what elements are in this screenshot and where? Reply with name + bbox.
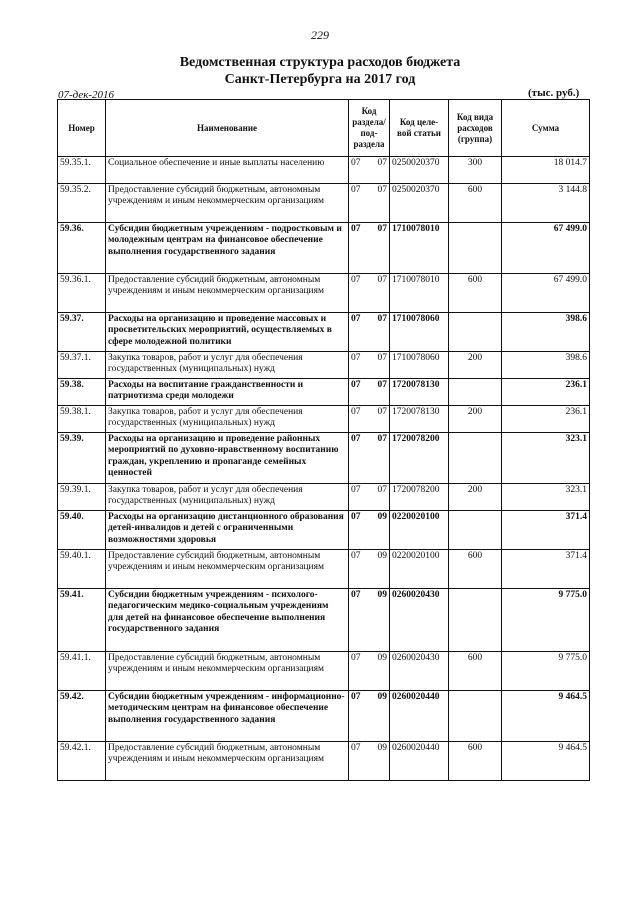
table-row bbox=[58, 379, 590, 406]
header-cs: Код целе- вой статьи bbox=[390, 100, 449, 157]
row-name: Расходы на воспитание гражданственности и патриотизма среди молодежи bbox=[106, 379, 349, 406]
row-razdel bbox=[349, 433, 390, 484]
row-expense-type: 200 bbox=[449, 484, 502, 511]
row-expense-type bbox=[449, 313, 502, 352]
row-number: 59.40. bbox=[58, 511, 106, 550]
table-row bbox=[58, 184, 590, 223]
row-target-code: 0220020100 bbox=[390, 511, 449, 550]
header-vid: Код вида расходов (группа) bbox=[449, 100, 502, 157]
podrazdel-code: 07 bbox=[377, 275, 387, 285]
row-razdel bbox=[349, 691, 390, 742]
razdel-code: 07 bbox=[351, 185, 361, 195]
row-razdel bbox=[349, 406, 390, 433]
document-date: 07-дек-2016 bbox=[58, 89, 115, 101]
podrazdel-code: 07 bbox=[377, 353, 387, 363]
row-expense-type: 300 bbox=[449, 157, 502, 184]
row-target-code: 0250020370 bbox=[390, 184, 449, 223]
podrazdel-code: 07 bbox=[377, 158, 387, 168]
row-razdel bbox=[349, 742, 390, 781]
razdel-code: 07 bbox=[351, 485, 361, 495]
row-expense-type bbox=[449, 223, 502, 274]
row-expense-type bbox=[449, 511, 502, 550]
row-sum: 9 464.5 bbox=[502, 691, 590, 742]
podrazdel-code: 09 bbox=[377, 590, 387, 600]
row-number: 59.38.1. bbox=[58, 406, 106, 433]
header-name: Наименование bbox=[106, 100, 349, 157]
razdel-code: 07 bbox=[351, 275, 361, 285]
row-expense-type: 600 bbox=[449, 274, 502, 313]
razdel-code: 07 bbox=[351, 551, 361, 561]
row-expense-type bbox=[449, 589, 502, 652]
table-row bbox=[58, 157, 590, 184]
row-name: Предоставление субсидий бюджетным, автономным учреждениям и иным некоммерческим организациям bbox=[106, 652, 349, 691]
row-target-code: 0260020430 bbox=[390, 589, 449, 652]
razdel-code: 07 bbox=[351, 653, 361, 663]
row-number: 59.41.1. bbox=[58, 652, 106, 691]
units-label: (тыс. руб.) bbox=[528, 87, 580, 99]
header-num: Номер bbox=[58, 100, 106, 157]
table-row bbox=[58, 433, 590, 484]
podrazdel-code: 07 bbox=[377, 407, 387, 417]
row-name: Предоставление субсидий бюджетным, автономным учреждениям и иным некоммерческим организациям bbox=[106, 742, 349, 781]
razdel-code: 07 bbox=[351, 743, 361, 753]
row-razdel bbox=[349, 184, 390, 223]
row-razdel bbox=[349, 274, 390, 313]
header-razdel: Код раздела/ под- раздела bbox=[349, 100, 390, 157]
podrazdel-code: 09 bbox=[377, 512, 387, 522]
row-name: Закупка товаров, работ и услуг для обеспечения государственных (муниципальных) нужд bbox=[106, 352, 349, 379]
row-target-code: 1720078200 bbox=[390, 484, 449, 511]
row-sum: 323.1 bbox=[502, 484, 590, 511]
row-name: Субсидии бюджетным учреждениям - психолого-педагогическим медико-социальным учреждениям для детей на финансовое обеспечение выполнения государственного задания bbox=[106, 589, 349, 652]
row-sum: 371.4 bbox=[502, 550, 590, 589]
row-target-code: 0220020100 bbox=[390, 550, 449, 589]
razdel-code: 07 bbox=[351, 590, 361, 600]
row-sum: 236.1 bbox=[502, 406, 590, 433]
row-expense-type bbox=[449, 691, 502, 742]
row-number: 59.39. bbox=[58, 433, 106, 484]
podrazdel-code: 07 bbox=[377, 434, 387, 444]
row-name: Расходы на организацию и проведение районных мероприятий по духовно-нравственному воспитанию граждан, укреплению и пропаганде семейных ценностей bbox=[106, 433, 349, 484]
row-sum: 3 144.8 bbox=[502, 184, 590, 223]
row-target-code: 1720078130 bbox=[390, 406, 449, 433]
table-header-row bbox=[58, 100, 590, 157]
razdel-code: 07 bbox=[351, 353, 361, 363]
table-row bbox=[58, 511, 590, 550]
row-razdel bbox=[349, 223, 390, 274]
row-razdel bbox=[349, 352, 390, 379]
row-target-code: 0250020370 bbox=[390, 157, 449, 184]
row-number: 59.41. bbox=[58, 589, 106, 652]
row-sum: 323.1 bbox=[502, 433, 590, 484]
row-target-code: 1710078010 bbox=[390, 223, 449, 274]
row-number: 59.37.1. bbox=[58, 352, 106, 379]
row-name: Предоставление субсидий бюджетным, автономным учреждениям и иным некоммерческим организациям bbox=[106, 184, 349, 223]
razdel-code: 07 bbox=[351, 224, 361, 234]
row-target-code: 0260020440 bbox=[390, 691, 449, 742]
podrazdel-code: 07 bbox=[377, 485, 387, 495]
row-expense-type: 600 bbox=[449, 550, 502, 589]
row-target-code: 0260020430 bbox=[390, 652, 449, 691]
table-row bbox=[58, 274, 590, 313]
row-sum: 398.6 bbox=[502, 313, 590, 352]
table-row bbox=[58, 550, 590, 589]
razdel-code: 07 bbox=[351, 434, 361, 444]
row-number: 59.35.2. bbox=[58, 184, 106, 223]
row-name: Субсидии бюджетным учреждениям - информационно-методическим центрам на финансовое обеспечение выполнения государственного задания bbox=[106, 691, 349, 742]
row-name: Расходы на организацию и проведение массовых и просветительских мероприятий, осуществляемых в сфере молодежной политики bbox=[106, 313, 349, 352]
podrazdel-code: 07 bbox=[377, 185, 387, 195]
podrazdel-code: 09 bbox=[377, 692, 387, 702]
podrazdel-code: 07 bbox=[377, 224, 387, 234]
row-expense-type: 600 bbox=[449, 184, 502, 223]
podrazdel-code: 09 bbox=[377, 743, 387, 753]
row-razdel bbox=[349, 379, 390, 406]
row-expense-type bbox=[449, 379, 502, 406]
page-number: 229 bbox=[311, 28, 329, 42]
row-number: 59.36.1. bbox=[58, 274, 106, 313]
row-number: 59.39.1. bbox=[58, 484, 106, 511]
row-sum: 371.4 bbox=[502, 511, 590, 550]
row-razdel bbox=[349, 589, 390, 652]
row-name: Предоставление субсидий бюджетным, автономным учреждениям и иным некоммерческим организациям bbox=[106, 550, 349, 589]
table-row bbox=[58, 691, 590, 742]
row-name: Расходы на организацию дистанционного образования детей-инвалидов и детей с ограниченными возможностями здоровья bbox=[106, 511, 349, 550]
row-name: Социальное обеспечение и иные выплаты населению bbox=[106, 157, 349, 184]
row-target-code: 1710078060 bbox=[390, 352, 449, 379]
table-row bbox=[58, 223, 590, 274]
podrazdel-code: 07 bbox=[377, 314, 387, 324]
row-number: 59.37. bbox=[58, 313, 106, 352]
row-razdel bbox=[349, 652, 390, 691]
razdel-code: 07 bbox=[351, 692, 361, 702]
table-row bbox=[58, 484, 590, 511]
row-expense-type: 200 bbox=[449, 352, 502, 379]
table-row bbox=[58, 652, 590, 691]
row-target-code: 1720078200 bbox=[390, 433, 449, 484]
row-name: Закупка товаров, работ и услуг для обеспечения государственных (муниципальных) нужд bbox=[106, 406, 349, 433]
row-sum: 236.1 bbox=[502, 379, 590, 406]
document-title bbox=[0, 54, 640, 88]
row-name: Субсидии бюджетным учреждениям - подростковым и молодежным центрам на финансовое обеспечение выполнения государственного задания bbox=[106, 223, 349, 274]
row-target-code: 0260020440 bbox=[390, 742, 449, 781]
table-row bbox=[58, 589, 590, 652]
row-target-code: 1710078060 bbox=[390, 313, 449, 352]
row-expense-type: 600 bbox=[449, 652, 502, 691]
budget-table bbox=[57, 99, 590, 781]
title-line-2: Санкт-Петербурга на 2017 год bbox=[224, 72, 416, 87]
row-target-code: 1720078130 bbox=[390, 379, 449, 406]
row-expense-type: 600 bbox=[449, 742, 502, 781]
row-expense-type: 200 bbox=[449, 406, 502, 433]
table-row bbox=[58, 742, 590, 781]
header-sum: Сумма bbox=[502, 100, 590, 157]
row-sum: 67 499.0 bbox=[502, 223, 590, 274]
row-number: 59.36. bbox=[58, 223, 106, 274]
title-line-1: Ведомственная структура расходов бюджета bbox=[179, 55, 461, 70]
row-razdel bbox=[349, 511, 390, 550]
razdel-code: 07 bbox=[351, 158, 361, 168]
row-number: 59.42.1. bbox=[58, 742, 106, 781]
razdel-code: 07 bbox=[351, 407, 361, 417]
row-razdel bbox=[349, 313, 390, 352]
row-sum: 18 014.7 bbox=[502, 157, 590, 184]
row-sum: 9 775.0 bbox=[502, 652, 590, 691]
podrazdel-code: 07 bbox=[377, 380, 387, 390]
table-row bbox=[58, 406, 590, 433]
row-number: 59.35.1. bbox=[58, 157, 106, 184]
row-sum: 67 499.0 bbox=[502, 274, 590, 313]
row-expense-type bbox=[449, 433, 502, 484]
table-row bbox=[58, 313, 590, 352]
row-number: 59.38. bbox=[58, 379, 106, 406]
podrazdel-code: 09 bbox=[377, 653, 387, 663]
row-name: Предоставление субсидий бюджетным, автономным учреждениям и иным некоммерческим организациям bbox=[106, 274, 349, 313]
razdel-code: 07 bbox=[351, 314, 361, 324]
row-razdel bbox=[349, 484, 390, 511]
row-razdel bbox=[349, 550, 390, 589]
row-sum: 9 775.0 bbox=[502, 589, 590, 652]
row-number: 59.42. bbox=[58, 691, 106, 742]
row-name: Закупка товаров, работ и услуг для обеспечения государственных (муниципальных) нужд bbox=[106, 484, 349, 511]
row-razdel bbox=[349, 157, 390, 184]
row-sum: 398.6 bbox=[502, 352, 590, 379]
row-target-code: 1710078010 bbox=[390, 274, 449, 313]
table-row bbox=[58, 352, 590, 379]
razdel-code: 07 bbox=[351, 380, 361, 390]
row-number: 59.40.1. bbox=[58, 550, 106, 589]
razdel-code: 07 bbox=[351, 512, 361, 522]
row-sum: 9 464.5 bbox=[502, 742, 590, 781]
table-body bbox=[58, 157, 590, 781]
podrazdel-code: 09 bbox=[377, 551, 387, 561]
